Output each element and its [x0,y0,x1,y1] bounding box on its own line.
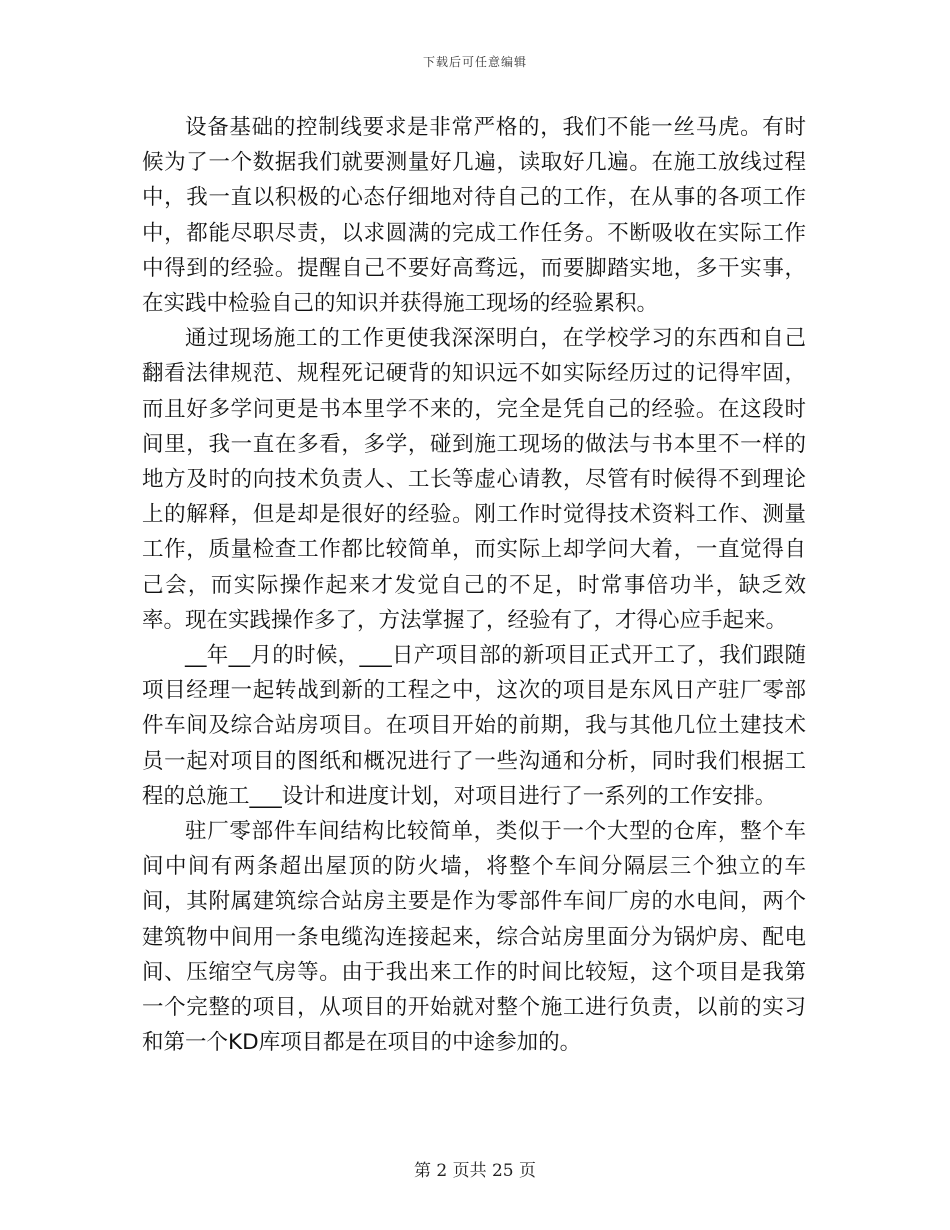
paragraph-2: 通过现场施工的工作更使我深深明白，在学校学习的东西和自己翻看法律规范、规程死记硬背的知识远不如实际经历过的记得牢固，而且好多学问更是书本里学不来的，完全是凭自己的经验。在这段时间里，我一直在多看，多学，碰到施工现场的做法与书本里不一样的地方及时的向技术负责人、工长等虚心请教，尽管有时候得不到理论上的解释，但是却是很好的经验。刚工作时觉得技术资料工作、测量工作，质量检查工作都比较简单，而实际上却学问大着，一直觉得自己会，而实际操作起来才发觉自己的不足，时常事倍功半，缺乏效率。现在实践操作多了，方法掌握了，经验有了，才得心应手起来。 [142,326,806,633]
page-header: 下载后可任意编辑 [422,55,527,69]
paragraph-1: 设备基础的控制线要求是非常严格的，我们不能一丝马虎。有时候为了一个数据我们就要测量好几遍，读取好几遍。在施工放线过程中，我一直以积极的心态仔细地对待自己的工作，在从事的各项工作中，都能尽职尽责，以求圆满的完成工作任务。不断吸收在实际工作中得到的经验。提醒自己不要好高骛远，而要脚踏实地，多干实事，在实践中检验自己的知识并获得施工现场的经验累积。 [142,115,806,317]
page-footer: 第 2 页共 25 页 [413,1161,537,1181]
paragraph-3: __年__月的时候，___日产项目部的新项目正式开工了，我们跟随项目经理一起转战到新的工程之中，这次的项目是东风日产驻厂零部件车间及综合站房项目。在项目开始的前期，我与其他几位土建技术员一起对项目的图纸和概况进行了一些沟通和分析，同时我们根据工程的总施工___设计和进度计划，对项目进行了一系列的工作安排。 [142,643,806,809]
paragraph-4: 驻厂零部件车间结构比较简单，类似于一个大型的仓库，整个车间中间有两条超出屋顶的防火墙，将整个车间分隔层三个独立的车间，其附属建筑综合站房主要是作为零部件车间厂房的水电间，两个建筑物中间用一条电缆沟连接起来，综合站房里面分为锅炉房、配电间、压缩空气房等。由于我出来工作的时间比较短，这个项目是我第一个完整的项目，从项目的开始就对整个施工进行负责，以前的实习和第一个KD库项目都是在项目的中途参加的。 [142,819,806,1056]
document-body [142,110,806,1060]
